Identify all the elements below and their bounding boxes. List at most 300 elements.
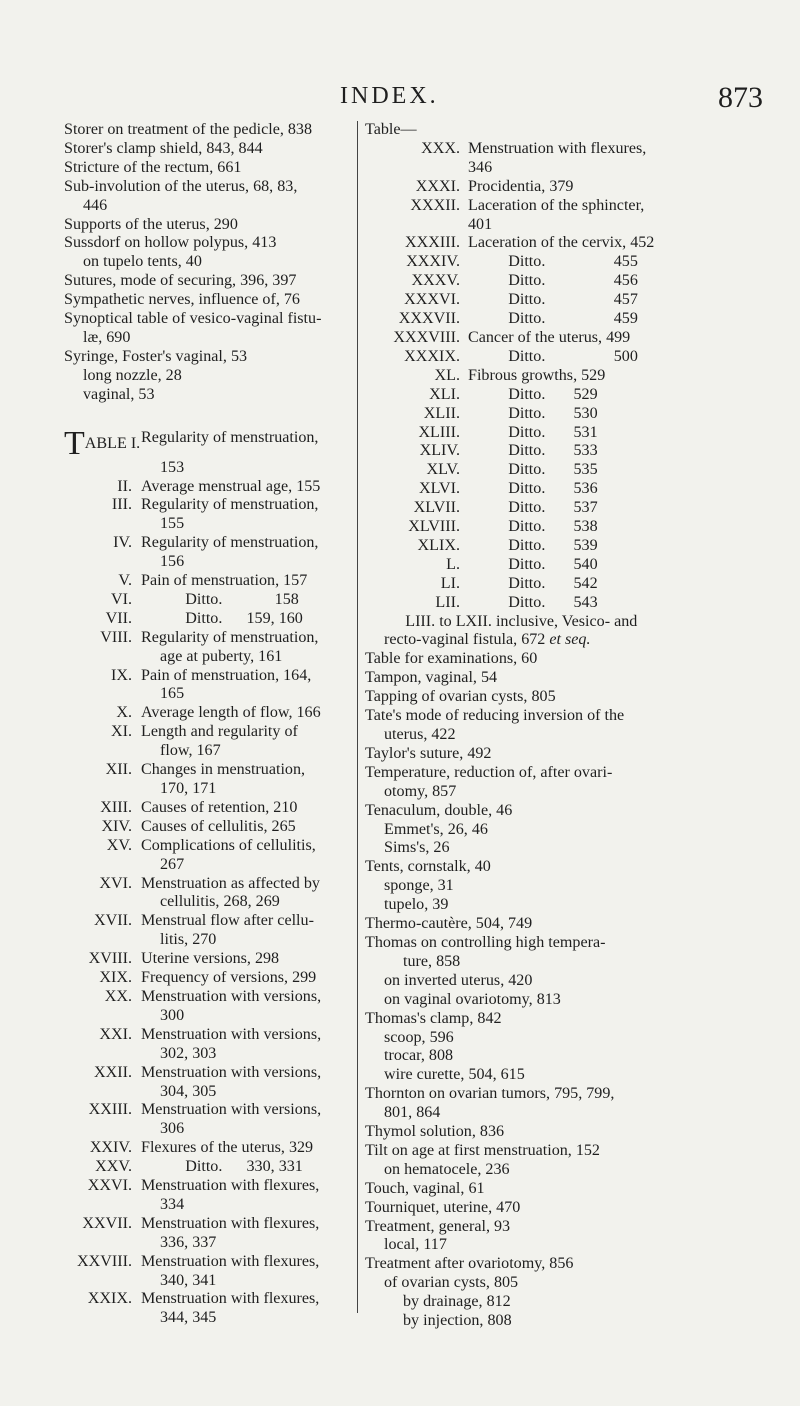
- table-description: Menstruation with versions,: [141, 1025, 322, 1043]
- table-entry-row: [365, 197, 750, 216]
- index-entry-text: Tourniquet, uterine, 470: [365, 1198, 521, 1216]
- table-entry-row: [64, 950, 348, 969]
- table-entry-row: [64, 1253, 348, 1272]
- table-entry-row: [64, 704, 348, 723]
- table-entry-row: [64, 515, 348, 534]
- table-number: L.: [446, 555, 460, 573]
- index-entry: [365, 650, 750, 669]
- index-entry: Sympathetic nerves, influence of, 76: [64, 291, 300, 309]
- table-number: XVIII.: [88, 950, 132, 968]
- table-number: XLIV.: [419, 442, 460, 460]
- index-entry: [365, 1236, 750, 1255]
- table-entry-row: [365, 405, 750, 424]
- table-number: XXIII.: [88, 1101, 132, 1119]
- index-entry: [365, 1142, 750, 1161]
- section-gap: [64, 405, 348, 429]
- table-description: cellulitis, 268, 269: [160, 893, 280, 911]
- table-number: IX.: [110, 666, 132, 684]
- table-entry-row: [365, 140, 750, 159]
- table-number: XXXVII.: [398, 310, 460, 328]
- table-entry-row: [64, 856, 348, 875]
- index-entry: [365, 1085, 750, 1104]
- table-description: Ditto. 537: [468, 499, 598, 517]
- table-description: 267: [160, 855, 185, 873]
- table-description: Menstruation with versions,: [141, 1101, 322, 1119]
- table-number: [64, 1045, 141, 1064]
- table-description: Changes in menstruation,: [141, 761, 306, 779]
- index-entry-text: Thomas's clamp, 842: [365, 1009, 502, 1027]
- table-entry-row: [64, 459, 348, 478]
- table-description: 344, 345: [160, 1309, 217, 1327]
- table-entry-row: [64, 572, 348, 591]
- table-number: IV.: [113, 534, 132, 552]
- table-entry-row: [64, 1026, 348, 1045]
- table-entry-row: [64, 629, 348, 648]
- table-description: Regularity of menstruation,: [141, 428, 319, 446]
- index-entry: [365, 688, 750, 707]
- index-entry: [365, 1180, 750, 1199]
- table-description: Average menstrual age, 155: [141, 477, 321, 495]
- table-entry-row: [365, 234, 750, 253]
- table-entry-row: [64, 1101, 348, 1120]
- table-entry-row: [365, 348, 750, 367]
- table-description: 304, 305: [160, 1082, 217, 1100]
- index-entry-text: recto-vaginal fistula, 672: [384, 631, 550, 649]
- table-number: XVII.: [94, 912, 132, 930]
- table-description: Regularity of menstruation,: [141, 534, 319, 552]
- table-number: XLIX.: [417, 536, 460, 554]
- index-entry: [365, 896, 750, 915]
- index-entry-text: tupelo, 39: [384, 896, 449, 914]
- table-entry-row: [64, 1083, 348, 1102]
- table-entry-row: [64, 875, 348, 894]
- index-entry-text: scoop, 596: [384, 1028, 454, 1046]
- index-entry-text: uterus, 422: [384, 726, 456, 743]
- table-number: [64, 1309, 141, 1328]
- index-entry: [365, 764, 750, 783]
- table-entry-row: [64, 1177, 348, 1196]
- index-entry-text: Treatment after ovariotomy, 856: [365, 1255, 574, 1273]
- table-description: Fibrous growths, 529: [468, 366, 606, 384]
- table-description: Ditto. 535: [468, 461, 598, 479]
- table-number: XXII.: [94, 1063, 132, 1081]
- table-entry-row: [365, 272, 750, 291]
- table-entry-row: [64, 893, 348, 912]
- index-entry: [365, 1104, 750, 1123]
- table-number: [64, 1007, 141, 1026]
- table-number: XXXII.: [410, 196, 460, 214]
- table-entry-row: [64, 1158, 348, 1177]
- index-entry: Storer's clamp shield, 843, 844: [64, 139, 263, 157]
- table-number: [64, 742, 141, 761]
- right-column: [357, 121, 750, 1330]
- index-entry: long nozzle, 28: [83, 366, 182, 384]
- table-entry-row: [64, 685, 348, 704]
- table-number: XXVI.: [87, 1177, 132, 1195]
- italic-suffix: et seq.: [549, 631, 591, 649]
- table-entry-row: [365, 575, 750, 594]
- table-number: XVI.: [99, 874, 132, 892]
- table-description: Complications of cellulitis,: [141, 836, 316, 854]
- table-description: 165: [160, 685, 185, 703]
- table-entry-row: [64, 818, 348, 837]
- table-description: Ditto. 538: [468, 518, 598, 536]
- index-entry: [365, 669, 750, 688]
- index-entry: [365, 707, 750, 726]
- table-description: 334: [160, 1195, 185, 1213]
- table-entry-row: [64, 780, 348, 799]
- table-description: 155: [160, 515, 185, 533]
- table-number: XXV.: [95, 1158, 132, 1176]
- table-number: [64, 1083, 141, 1102]
- table-entry-row: [64, 496, 348, 515]
- index-entry-text: trocar, 808: [384, 1047, 454, 1065]
- table-number: [64, 931, 141, 950]
- index-entry-text: Emmet's, 26, 46: [384, 820, 488, 838]
- table-description: Ditto. 457: [468, 291, 638, 309]
- table-entry-row: [365, 178, 750, 197]
- table-number: XLIII.: [418, 423, 460, 441]
- table-entry-row: [64, 1045, 348, 1064]
- table-description: Uterine versions, 298: [141, 950, 280, 968]
- index-entry: [365, 877, 750, 896]
- index-entry-text: Touch, vaginal, 61: [365, 1179, 485, 1197]
- table-entry-row: [64, 837, 348, 856]
- index-entry-text: 801, 864: [384, 1104, 441, 1122]
- index-entry: [365, 783, 750, 802]
- table-entry-row: [365, 594, 750, 613]
- left-column: [64, 121, 348, 1328]
- table-entry-row: [64, 988, 348, 1007]
- table-description: 340, 341: [160, 1271, 217, 1289]
- table-entry-row: [365, 480, 750, 499]
- table-description: Ditto. 530: [468, 404, 598, 422]
- table-number: XXX.: [421, 139, 460, 157]
- table-number: XXXVI.: [404, 291, 460, 309]
- table-entry-row: [64, 424, 348, 462]
- index-entry-text: on inverted uterus, 420: [384, 971, 533, 989]
- table-description: Ditto. 500: [468, 347, 638, 365]
- table-description: 156: [160, 553, 185, 571]
- table-number: XXXV.: [411, 272, 460, 290]
- index-entry: Synoptical table of vesico-vaginal fistu-: [64, 310, 322, 328]
- table-entry-row: [365, 518, 750, 537]
- table-entry-row: [64, 478, 348, 497]
- index-entry-text: Table for examinations, 60: [365, 650, 538, 668]
- table-number: XLI.: [429, 385, 460, 403]
- table-number: XXXI.: [415, 177, 460, 195]
- table-number: XLV.: [426, 461, 460, 479]
- table-number: XX.: [104, 987, 132, 1005]
- table-description: Ditto. 536: [468, 480, 598, 498]
- table-description: age at puberty, 161: [160, 647, 283, 665]
- table-description: Ditto. 330, 331: [141, 1158, 303, 1176]
- table-entry-row: [365, 216, 750, 235]
- index-entry: [365, 1218, 750, 1237]
- table-number: [64, 1272, 141, 1291]
- table-description: Ditto. 456: [468, 272, 638, 290]
- table-description: Flexures of the uterus, 329: [141, 1139, 314, 1157]
- index-entry: [365, 1161, 750, 1180]
- table-number: XII.: [105, 761, 132, 779]
- table-heading: Table—: [365, 121, 417, 138]
- page-number: 873: [718, 81, 763, 114]
- table-number: [64, 1196, 141, 1215]
- table-number: [64, 553, 141, 572]
- table-description: 302, 303: [160, 1044, 217, 1062]
- table-description: Ditto. 533: [468, 442, 598, 460]
- index-entry: [365, 1199, 750, 1218]
- index-entry: 446: [83, 196, 108, 214]
- table-entry-row: [64, 1234, 348, 1253]
- table-entry-row: [64, 1272, 348, 1291]
- index-entry: læ, 690: [83, 328, 131, 346]
- index-entry-text: Temperature, reduction of, after ovari-: [365, 763, 613, 781]
- table-number: [365, 216, 468, 235]
- index-entry-text: Thymol solution, 836: [365, 1123, 505, 1141]
- index-entry-text: wire curette, 504, 615: [384, 1066, 525, 1084]
- table-number-rest: ABLE I.: [84, 434, 141, 452]
- table-entry-row: [64, 591, 348, 610]
- table-description: Ditto. 529: [468, 385, 598, 403]
- index-entry-text: Thornton on ovarian tumors, 795, 799,: [365, 1085, 615, 1103]
- table-number: [64, 648, 141, 667]
- table-entry-row: [64, 1007, 348, 1026]
- index-entry: [365, 1123, 750, 1142]
- table-description: Menstruation with flexures,: [468, 139, 647, 157]
- table-entry-row: [365, 461, 750, 480]
- table-description: Ditto. 459: [468, 310, 638, 328]
- table-number: XXVII.: [82, 1214, 132, 1232]
- index-entry: Supports of the uterus, 290: [64, 215, 238, 233]
- index-entry-text: sponge, 31: [384, 877, 454, 895]
- table-number: III.: [111, 496, 132, 514]
- table-description: Menstruation with flexures,: [141, 1177, 320, 1195]
- table-description: Ditto. 455: [468, 253, 638, 271]
- table-number: [64, 424, 141, 462]
- table-description: 346: [468, 158, 493, 176]
- table-description: Regularity of menstruation,: [141, 628, 319, 646]
- table-entry-row: [64, 799, 348, 818]
- table-number: XXVIII.: [77, 1252, 132, 1270]
- running-head-title: INDEX.: [340, 83, 439, 109]
- index-entry: [365, 915, 750, 934]
- index-entry-text: of ovarian cysts, 805: [384, 1274, 519, 1292]
- table-entry-row: [64, 1120, 348, 1139]
- index-entry: [365, 991, 750, 1010]
- table-description: flow, 167: [160, 742, 221, 760]
- index-entry: [365, 953, 750, 972]
- index-entry: [365, 802, 750, 821]
- index-entry-text: Tenaculum, double, 46: [365, 801, 513, 819]
- table-entry-row: [64, 969, 348, 988]
- table-number: XXXIII.: [405, 234, 460, 252]
- table-description: Procidentia, 379: [468, 177, 574, 195]
- table-description: Regularity of menstruation,: [141, 496, 319, 514]
- table-description: litis, 270: [160, 931, 217, 949]
- table-description: 306: [160, 1120, 185, 1138]
- table-number: VI.: [110, 590, 132, 608]
- table-description: Causes of cellulitis, 265: [141, 817, 296, 835]
- index-entry: [365, 1029, 750, 1048]
- table-number: XXI.: [99, 1025, 132, 1043]
- index-entry: [365, 1010, 750, 1029]
- index-entry-text: local, 117: [384, 1236, 447, 1254]
- table-number: XIV.: [101, 817, 132, 835]
- table-entry-row: [365, 310, 750, 329]
- table-description: Menstruation with flexures,: [141, 1214, 320, 1232]
- table-description: Causes of retention, 210: [141, 798, 298, 816]
- index-entry: Sub-involution of the uterus, 68, 83,: [64, 177, 298, 195]
- table-number: XIII.: [100, 798, 132, 816]
- left-table-list: [64, 424, 348, 1329]
- table-entry-row: [64, 1309, 348, 1328]
- index-entry: [365, 858, 750, 877]
- table-number: [64, 893, 141, 912]
- table-description: 336, 337: [160, 1233, 217, 1251]
- table-entry-row: [365, 442, 750, 461]
- table-description: Menstruation with flexures,: [141, 1252, 320, 1270]
- table-entry-row: [64, 534, 348, 553]
- index-entry-text: Taylor's suture, 492: [365, 744, 492, 762]
- table-number: [64, 685, 141, 704]
- table-number: [64, 780, 141, 799]
- index-entry-text: Treatment, general, 93: [365, 1217, 511, 1235]
- table-description: Cancer of the uterus, 499: [468, 328, 631, 346]
- index-entry: [365, 839, 750, 858]
- table-number: [365, 159, 468, 178]
- left-index-entries: [64, 121, 348, 405]
- table-number: X.: [116, 704, 132, 722]
- table-description: Pain of menstruation, 164,: [141, 666, 312, 684]
- right-table-list: [365, 140, 750, 613]
- table-entry-row: [64, 648, 348, 667]
- index-entry: on tupelo tents, 40: [83, 253, 202, 271]
- table-number: XL.: [434, 366, 460, 384]
- index-entry-text: otomy, 857: [384, 782, 457, 800]
- table-description: Ditto. 159, 160: [141, 609, 303, 627]
- table-entry-row: [365, 329, 750, 348]
- table-description: Ditto. 540: [468, 555, 598, 573]
- table-number: VIII.: [100, 628, 132, 646]
- index-entry-text: by drainage, 812: [403, 1293, 511, 1311]
- table-description: Frequency of versions, 299: [141, 969, 317, 987]
- table-entry-row: [365, 386, 750, 405]
- table-description: Menstrual flow after cellu-: [141, 912, 314, 930]
- table-entry-row: [64, 667, 348, 686]
- table-entry-row: [64, 723, 348, 742]
- table-description: 170, 171: [160, 780, 217, 797]
- table-number: V.: [118, 572, 132, 590]
- index-entry: [365, 1274, 750, 1293]
- index-entry-text: Sims's, 26: [384, 839, 450, 857]
- index-entry: Sussdorf on hollow polypus, 413: [64, 234, 277, 252]
- index-entry-text: Tate's mode of reducing inversion of the: [365, 707, 625, 725]
- index-entry: [365, 1255, 750, 1274]
- index-entry: [365, 934, 750, 953]
- table-description: Menstruation with flexures,: [141, 1290, 320, 1308]
- table-entry-row: [365, 367, 750, 386]
- table-number: XXIX.: [87, 1290, 132, 1308]
- index-entry: Syringe, Foster's vaginal, 53: [64, 347, 248, 365]
- table-number: XXXVIII.: [393, 328, 460, 346]
- index-entry: [365, 726, 750, 745]
- index-entry: [365, 1047, 750, 1066]
- table-number: XLVI.: [419, 480, 460, 498]
- table-number: LII.: [435, 593, 460, 611]
- table-number: [64, 856, 141, 875]
- table-entry-row: [64, 1139, 348, 1158]
- table-entry-row: [64, 553, 348, 572]
- index-entry: [365, 1066, 750, 1085]
- index-entry-text: ture, 858: [403, 952, 461, 970]
- table-entry-row: [64, 931, 348, 950]
- table-description: Ditto. 539: [468, 536, 598, 554]
- table-entry-row: [365, 159, 750, 178]
- index-entry-text: LIII. to LXII. inclusive, Vesico- and: [365, 612, 638, 630]
- table-number: VII.: [105, 609, 132, 627]
- index-entry: Sutures, mode of securing, 396, 397: [64, 272, 297, 290]
- table-entry-row: [365, 499, 750, 518]
- index-entry-text: Tilt on age at first menstruation, 152: [365, 1141, 600, 1159]
- table-number: XLVII.: [413, 499, 460, 517]
- table-description: 401: [468, 215, 493, 233]
- index-entry: [365, 1312, 750, 1331]
- index-entry-text: Tapping of ovarian cysts, 805: [365, 688, 556, 706]
- table-number: XXXIV.: [406, 253, 460, 271]
- index-entry-text: by injection, 808: [403, 1312, 512, 1330]
- table-entry-row: [64, 610, 348, 629]
- table-number: [64, 1234, 141, 1253]
- table-description: 153: [160, 458, 185, 476]
- table-entry-row: [64, 1290, 348, 1309]
- table-entry-row: [365, 424, 750, 443]
- table-number: [64, 459, 141, 478]
- table-number: II.: [117, 477, 132, 495]
- table-entry-row: [64, 1064, 348, 1083]
- table-description: Menstruation as affected by: [141, 874, 320, 892]
- page-header: [0, 0, 800, 114]
- table-description: Average length of flow, 166: [141, 704, 321, 722]
- table-description: Laceration of the sphincter,: [468, 196, 645, 214]
- table-number: LI.: [440, 574, 460, 592]
- index-entry: Stricture of the rectum, 661: [64, 158, 242, 176]
- table-number: [64, 515, 141, 534]
- table-number: XXIV.: [89, 1139, 132, 1157]
- table-entry-row: [365, 253, 750, 272]
- table-number: [64, 1120, 141, 1139]
- index-entry-text: on vaginal ovariotomy, 813: [384, 990, 561, 1008]
- index-entry-text: Thermo-cautère, 504, 749: [365, 915, 533, 933]
- table-description: Menstruation with versions,: [141, 987, 322, 1005]
- table-number: XIX.: [99, 969, 132, 987]
- index-entry: vaginal, 53: [83, 385, 155, 403]
- table-entry-row: [365, 291, 750, 310]
- table-entry-row: [64, 1196, 348, 1215]
- table-description: Menstruation with versions,: [141, 1063, 322, 1081]
- table-description: Ditto. 158: [141, 590, 299, 608]
- index-entry-text: Tents, cornstalk, 40: [365, 858, 491, 876]
- index-entry: [365, 972, 750, 991]
- table-number: XV.: [106, 836, 132, 854]
- table-entry-row: [365, 537, 750, 556]
- drop-cap: T: [64, 424, 85, 462]
- right-index-entries: [365, 613, 750, 1331]
- table-description: Laceration of the cervix, 452: [468, 234, 655, 252]
- index-entry: [365, 613, 750, 632]
- table-entry-row: [64, 1215, 348, 1234]
- table-number: XLVIII.: [408, 518, 460, 536]
